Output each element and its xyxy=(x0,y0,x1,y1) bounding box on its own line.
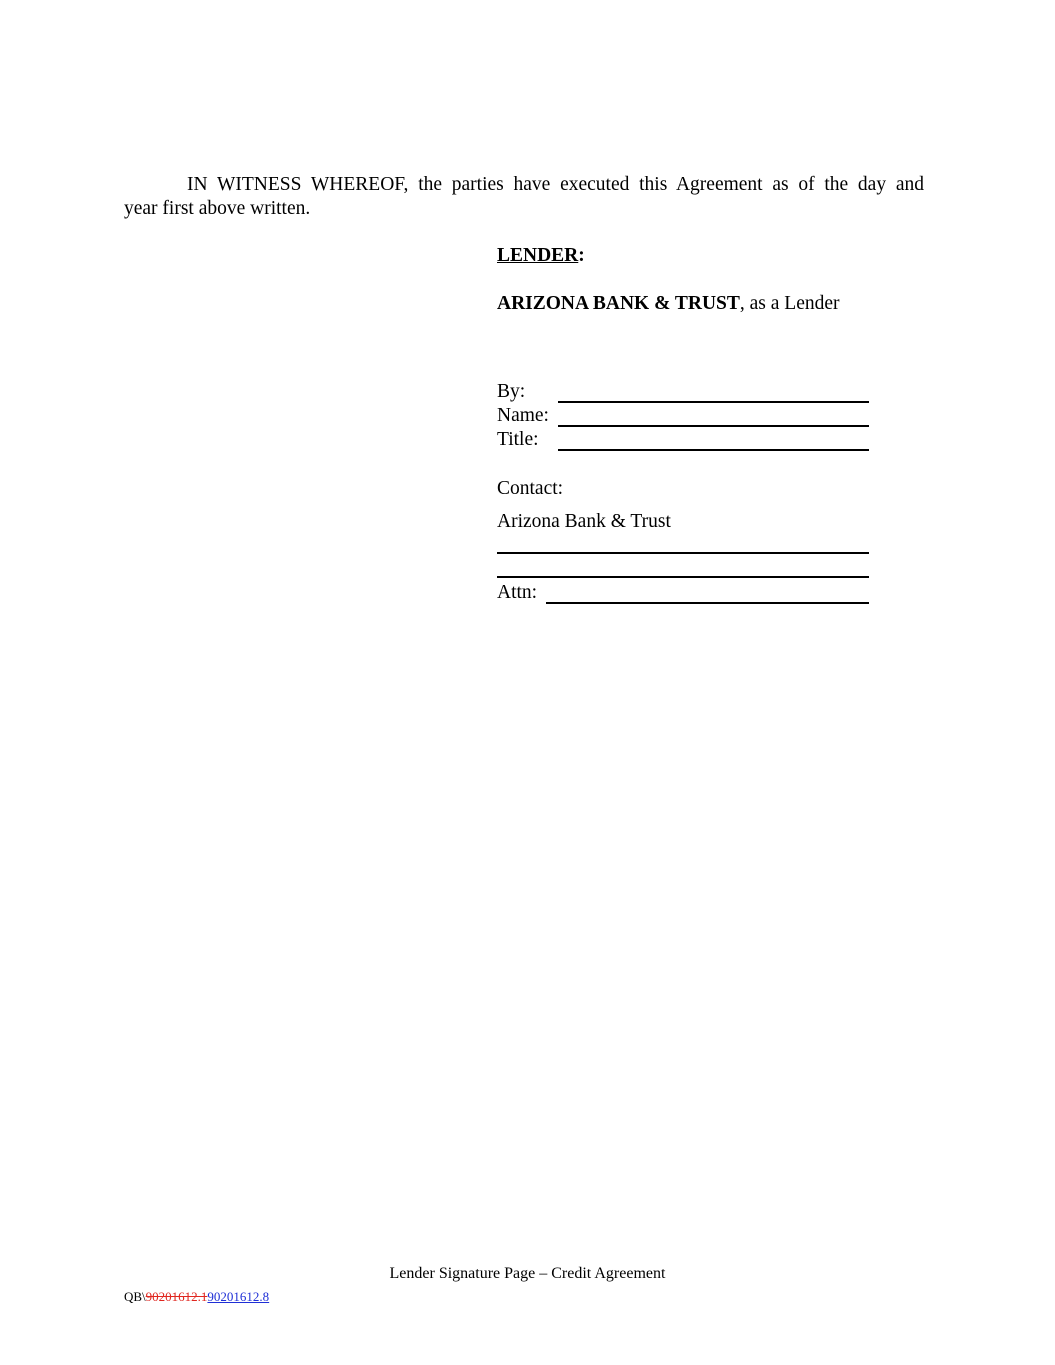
doc-id-inserted: 90201612.8 xyxy=(207,1289,270,1304)
signature-field-title[interactable] xyxy=(497,428,869,452)
contact-address-line-1[interactable] xyxy=(497,552,869,554)
bank-name: ARIZONA BANK & TRUST xyxy=(497,293,740,314)
lender-heading-colon: : xyxy=(578,245,585,266)
signature-field-label: Name: xyxy=(497,405,549,426)
contact-attn-field[interactable] xyxy=(497,581,869,605)
contact-address-line-2[interactable] xyxy=(497,576,869,578)
contact-name: Arizona Bank & Trust xyxy=(497,511,671,532)
signature-field-name[interactable] xyxy=(497,404,869,428)
lender-name-line xyxy=(497,292,840,316)
attn-label: Attn: xyxy=(497,582,538,603)
signature-field-by[interactable] xyxy=(497,380,869,404)
doc-id-prefix: QB\ xyxy=(124,1289,146,1304)
lender-heading-text: LENDER xyxy=(497,245,579,266)
footer-page-title: Lender Signature Page – Credit Agreement xyxy=(389,1265,666,1282)
witness-text-line-2: year first above written. xyxy=(124,198,311,219)
attn-line[interactable] xyxy=(546,602,869,604)
signature-line[interactable] xyxy=(558,449,869,451)
signature-line[interactable] xyxy=(558,401,869,403)
doc-id-deleted: 90201612.1 xyxy=(145,1289,208,1304)
signature-field-label: Title: xyxy=(497,429,539,450)
contact-label: Contact: xyxy=(497,478,564,499)
witness-text-line-1: IN WITNESS WHEREOF, the parties have executed this Agreement as of the day and xyxy=(187,174,924,195)
signature-field-label: By: xyxy=(497,381,526,402)
signature-line[interactable] xyxy=(558,425,869,427)
witness-paragraph xyxy=(124,173,924,221)
bank-role: , as a Lender xyxy=(739,293,840,314)
lender-heading xyxy=(497,244,585,268)
document-id xyxy=(124,1289,269,1305)
